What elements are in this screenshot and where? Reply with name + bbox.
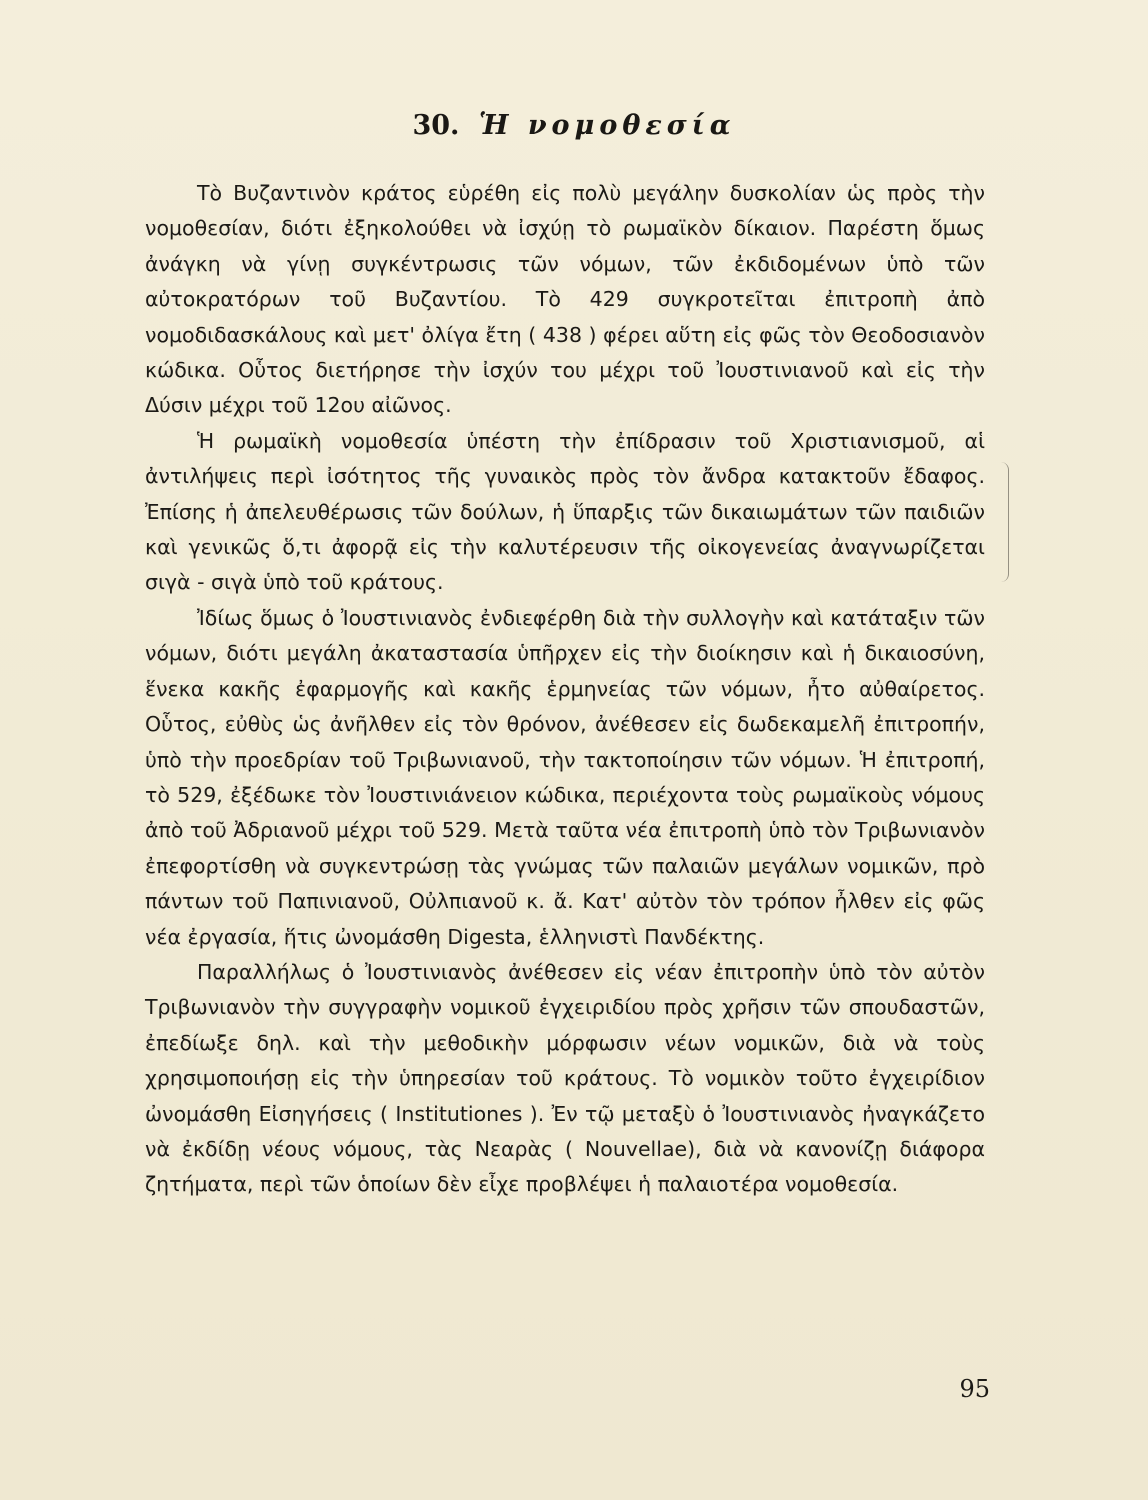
section-title: Ἡ νομοθεσία bbox=[478, 110, 736, 141]
paragraph-3: Ἰδίως ὅμως ὁ Ἰουστινιανὸς ἐνδιεφέρθη διὰ τὴν συλλογὴν καὶ κατάταξιν τῶν νόμων, διότι μεγάλη ἀκαταστασία ὑπῆρχεν εἰς τὴν διοίκησιν καὶ ἡ δικαιοσύνη, ἕνεκα κακῆς ἐφαρμογῆς καὶ κακῆς ἑρμηνείας τῶν νόμων, ἦτο αὐθαίρετος. Οὗτος, εὐθὺς ὡς ἀνῆλθεν εἰς τὸν θρόνον, ἀνέθεσεν εἰς δωδεκαμελῆ ἐπιτροπήν, ὑπὸ τὴν προεδρίαν τοῦ Τριβωνιανοῦ, τὴν τακτοποίησιν τῶν νόμων. Ἡ ἐπιτροπή, τὸ 529, ἐξέδωκε τὸν Ἰουστινιάνειον κώδικα, περιέχοντα τοὺς ρωμαϊκοὺς νόμους ἀπὸ τοῦ Ἀδριανοῦ μέχρι τοῦ 529. Μετὰ ταῦτα νέα ἐπιτροπὴ ὑπὸ τὸν Τριβωνιανὸν ἐπεφορτίσθη νὰ συγκεντρώσῃ τὰς γνώμας τῶν παλαιῶν μεγάλων νομικῶν, πρὸ πάντων τοῦ Παπινιανοῦ, Οὐλπιανοῦ κ. ἄ. Κατ' αὐτὸν τὸν τρόπον ἦλθεν εἰς φῶς νέα ἐργασία, ἥτις ὠνομάσθη Digesta, ἑλληνιστὶ Πανδέκτης. bbox=[145, 605, 985, 949]
paragraph-1: Τὸ Βυζαντινὸν κράτος εὑρέθη εἰς πολὺ μεγάλην δυσκολίαν ὡς πρὸς τὴν νομοθεσίαν, διότι ἐξηκολούθει νὰ ἰσχύῃ τὸ ρωμαϊκὸν δίκαιον. Παρέστη ὅμως ἀνάγκη νὰ γίνῃ συγκέντρωσις τῶν νόμων, τῶν ἐκδιδομένων ὑπὸ τῶν αὐτοκρατόρων τοῦ Βυζαντίου. Τὸ 429 συγκροτεῖται ἐπιτροπὴ ἀπὸ νομοδιδασκάλους καὶ μετ' ὀλίγα ἔτη ( 438 ) φέρει αὕτη εἰς φῶς τὸν Θεοδοσιανὸν κώδικα. Οὗτος διετήρησε τὴν ἰσχύν του μέχρι τοῦ Ἰουστινιανοῦ καὶ εἰς τὴν Δύσιν μέχρι τοῦ 12ου αἰῶνος. bbox=[145, 181, 985, 418]
page-number: 95 bbox=[959, 1375, 990, 1403]
paragraph-4: Παραλλήλως ὁ Ἰουστινιανὸς ἀνέθεσεν εἰς νέαν ἐπιτροπὴν ὑπὸ τὸν αὐτὸν Τριβωνιανὸν τὴν συγγραφὴν νομικοῦ ἐγχειριδίου πρὸς χρῆσιν τῶν σπουδαστῶν, ἐπεδίωξε δηλ. καὶ τὴν μεθοδικὴν μόρφωσιν νέων νομικῶν, διὰ νὰ τοὺς χρησιμοποιήσῃ εἰς τὴν ὑπηρεσίαν τοῦ κράτους. Τὸ νομικὸν τοῦτο ἐγχειρίδιον ὠνομάσθη Εἰσηγήσεις ( Institutiones ). Ἐν τῷ μεταξὺ ὁ Ἰουστινιανὸς ἠναγκάζετο νὰ ἐκδίδῃ νέους νόμους, τὰς Νεαρὰς ( Nouvellae), διὰ νὰ κανονίζῃ διάφορα ζητήματα, περὶ τῶν ὁποίων δὲν εἶχε προβλέψει ἡ παλαιοτέρα νομοθεσία. bbox=[145, 959, 985, 1197]
section-body bbox=[145, 176, 985, 1203]
margin-pencil-mark bbox=[1000, 462, 1009, 582]
paragraph-2: Ἡ ρωμαϊκὴ νομοθεσία ὑπέστη τὴν ἐπίδρασιν τοῦ Χριστιανισμοῦ, αἱ ἀντιλήψεις περὶ ἰσότητος τῆς γυναικὸς πρὸς τὸν ἄνδρα κατακτοῦν ἔδαφος. Ἐπίσης ἡ ἀπελευθέρωσις τῶν δούλων, ἡ ὕπαρξις τῶν δικαιωμάτων τῶν παιδιῶν καὶ γενικῶς ὅ,τι ἀφορᾷ εἰς τὴν καλυτέρευσιν τῆς οἰκογενείας ἀναγνωρίζεται σιγὰ - σιγὰ ὑπὸ τοῦ κράτους. bbox=[145, 428, 985, 595]
section-number: 30. bbox=[412, 110, 460, 141]
section-heading bbox=[0, 110, 1148, 141]
